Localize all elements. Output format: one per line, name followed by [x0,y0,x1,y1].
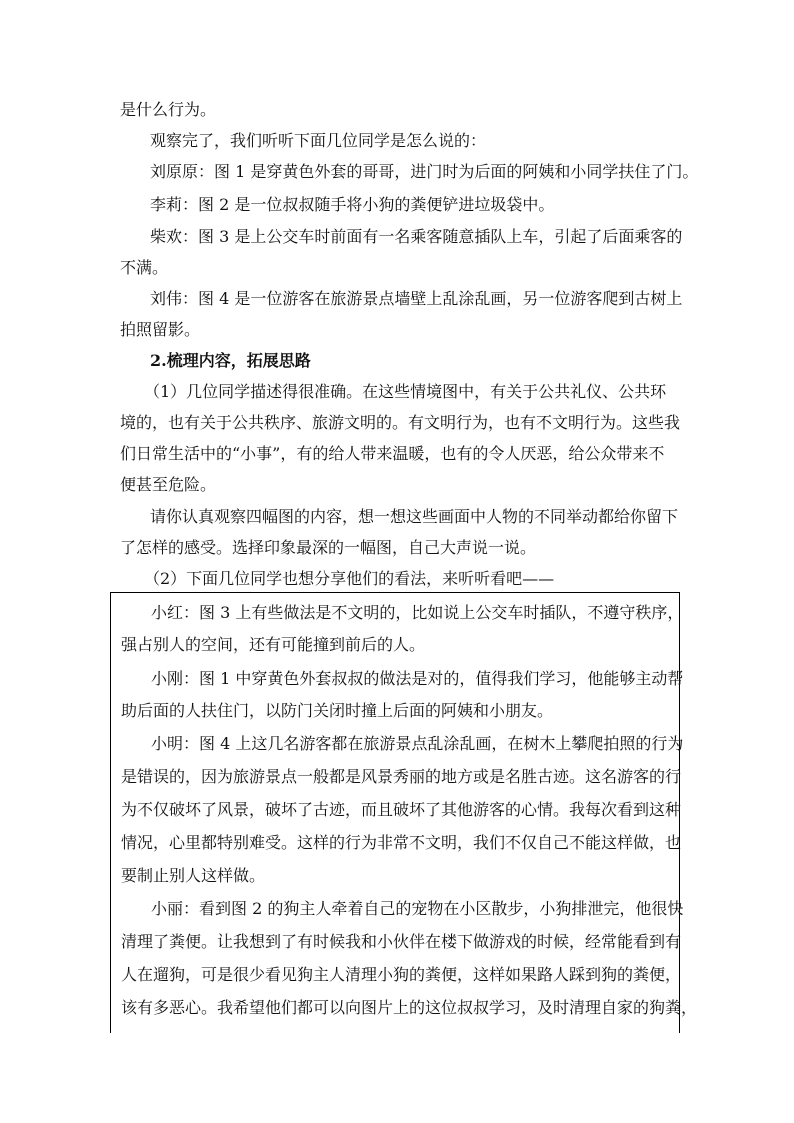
paragraph-line: 柴欢：图 3 是上公交车时前面有一名乘客随意插队上车，引起了后面乘客的 [150,227,683,246]
box-line: 人在遛狗，可是很少看见狗主人清理小狗的粪便，这样如果路人踩到狗的粪便， [121,965,682,984]
paragraph-line: 了怎样的感受。选择印象最深的一幅图，自己大声说一说。 [120,538,537,557]
paragraph-line: （2）下面几位同学也想分享他们的看法，来听听看吧—— [144,569,555,588]
box-line: 小红：图 3 上有些做法是不文明的，比如说上公交车时插队，不遵守秩序， [151,603,684,622]
box-line: 强占别人的空间，还有可能撞到前后的人。 [121,635,426,654]
paragraph-line: 刘原原：图 1 是穿黄色外套的哥哥，进门时为后面的阿姨和小同学扶住了门。 [150,162,699,181]
box-line: 清理了粪便。让我想到了有时候我和小伙伴在楼下做游戏的时候，经常能看到有 [121,932,682,951]
paragraph-line: 刘伟：图 4 是一位游客在旅游景点墙壁上乱涂乱画，另一位游客爬到古树上 [150,289,683,308]
section-heading: 2.梳理内容，拓展思路 [150,351,311,370]
paragraph-line: 们日常生活中的“小事”，有的给人带来温暖，也有的令人厌恶，给公众带来不 [120,444,665,463]
paragraph-line: （1）几位同学描述得很准确。在这些情境图中，有关于公共礼仪、公共环 [144,382,667,401]
paragraph-line: 境的，也有关于公共秩序、旅游文明的。有文明行为，也有不文明行为。这些我 [120,413,681,432]
box-line: 为不仅破坏了风景，破坏了古迹，而且破坏了其他游客的心情。我每次看到这种 [121,800,682,819]
quote-box [110,592,698,1033]
paragraph-line: 不满。 [120,258,169,277]
paragraph-line: 请你认真观察四幅图的内容，想一想这些画面中人物的不同举动都给你留下 [150,507,679,526]
box-line: 小丽：看到图 2 的狗主人牵着自己的宠物在小区散步，小狗排泄完，他很快 [151,899,684,918]
paragraph-line: 便甚至危险。 [120,475,217,494]
box-line: 是错误的，因为旅游景点一般都是风景秀丽的地方或是名胜古迹。这名游客的行 [121,767,682,786]
box-line: 助后面的人扶住门，以防门关闭时撞上后面的阿姨和小朋友。 [121,701,554,720]
paragraph-line: 观察完了，我们听听下面几位同学是怎么说的： [150,131,487,150]
box-line: 小刚：图 1 中穿黄色外套叔叔的做法是对的，值得我们学习，他能够主动帮 [151,669,684,688]
box-line: 要制止别人这样做。 [121,866,266,885]
paragraph-line: 拍照留影。 [120,320,201,339]
paragraph-line: 李莉：图 2 是一位叔叔随手将小狗的粪便铲进垃圾袋中。 [150,195,555,214]
box-line: 小明：图 4 上这几名游客都在旅游景点乱涂乱画，在树木上攀爬拍照的行为 [151,734,684,753]
box-line: 情况，心里都特别难受。这样的行为非常不文明，我们不仅自己不能这样做，也 [121,833,682,852]
paragraph-line: 是什么行为。 [120,100,217,119]
box-line: 该有多恶心。我希望他们都可以向图片上的这位叔叔学习，及时清理自家的狗粪， [121,998,698,1017]
